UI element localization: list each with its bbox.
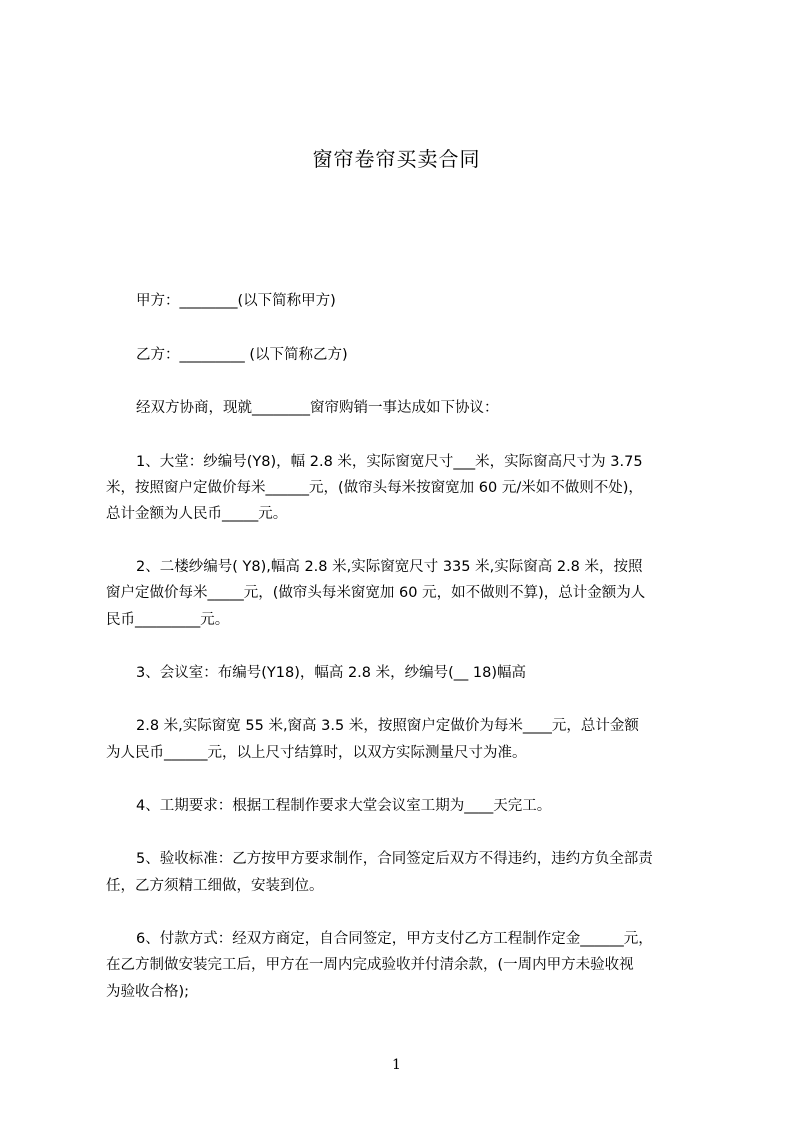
clause-3-line-2: 2.8 米,实际窗宽 55 米,窗高 3.5 米，按照窗户定做价为每米____元，总计金额 xyxy=(136,718,639,734)
clause-3-line-3: 为人民币______元，以上尺寸结算时，以双方实际测量尺寸为准。 xyxy=(106,745,527,761)
clause-1-line-3: 总计金额为人民币_____元。 xyxy=(106,506,288,522)
clause-3-line-1: 3、会议室：布编号(Y18)，幅高 2.8 米，纱编号(__ 18)幅高 xyxy=(136,665,526,681)
clause-1-line-2: 米，按照窗户定做价每米______元，(做帘头每米按窗宽加 60 元/米如不做则不处)， xyxy=(106,480,643,496)
clause-5-line-1: 5、验收标准：乙方按甲方要求制作，合同签定后双方不得违约，违约方负全部责 xyxy=(136,851,653,867)
clause-2-line-2: 窗户定做价每米_____元，(做帘头每米窗宽加 60 元，如不做则不算)，总计金额为人 xyxy=(106,585,646,601)
clause-6-line-1: 6、付款方式：经双方商定，自合同签定，甲方支付乙方工程制作定金______元， xyxy=(136,931,653,947)
clause-4-line-1: 4、工期要求：根据工程制作要求大堂会议室工期为____天完工。 xyxy=(136,798,552,814)
clause-2-line-1: 2、二楼纱编号( Y8),幅高 2.8 米,实际窗宽尺寸 335 米,实际窗高 2.8 米，按照 xyxy=(136,559,643,575)
clause-2-line-3: 民币_________元。 xyxy=(106,612,230,628)
clause-5-line-2: 任，乙方须精工细做，安装到位。 xyxy=(106,878,324,894)
clause-6-line-3: 为验收合格); xyxy=(106,984,190,1000)
party-b-line: 乙方：_________ (以下简称乙方) xyxy=(136,347,348,363)
party-a-line: 甲方：________(以下简称甲方) xyxy=(136,293,336,309)
agreement-intro-line: 经双方协商，现就________窗帘购销一事达成如下协议： xyxy=(136,400,499,416)
document-title: 窗帘卷帘买卖合同 xyxy=(312,147,481,171)
clause-1-line-1: 1、大堂：纱编号(Y8)，幅 2.8 米，实际窗宽尺寸___米，实际窗高尺寸为 3.75 xyxy=(136,454,643,470)
clause-6-line-2: 在乙方制做安装完工后，甲方在一周内完成验收并付清余款，(一周内甲方未验收视 xyxy=(106,957,634,973)
page-number: 1 xyxy=(392,1057,401,1073)
